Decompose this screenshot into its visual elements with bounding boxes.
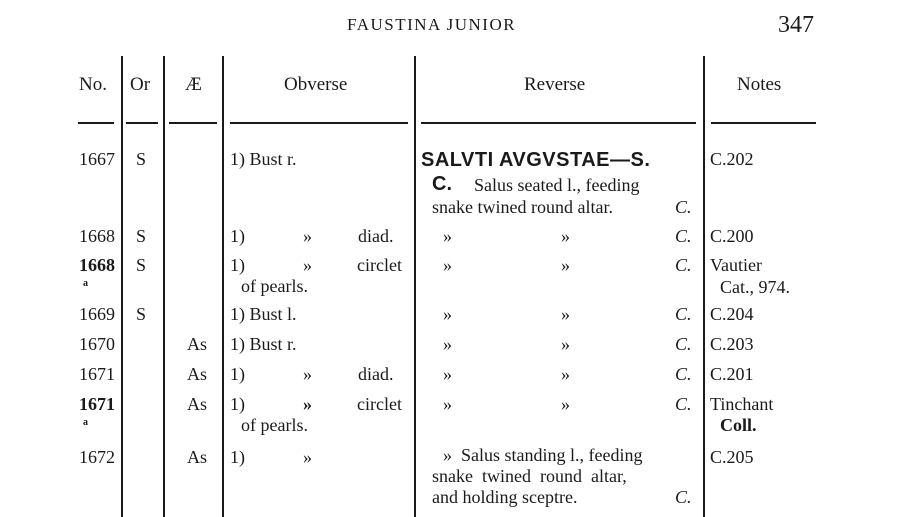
column-rule (121, 56, 123, 517)
row-ae: As (187, 394, 208, 414)
header-underline (421, 122, 696, 124)
row-note: C.204 (710, 304, 754, 324)
page-number: 347 (778, 12, 814, 38)
reverse-legend: SALVTI AVGVSTAE—S. (421, 149, 651, 171)
header-underline (711, 122, 816, 124)
ditto-mark: » (303, 255, 312, 275)
header-obverse: Obverse (284, 74, 348, 95)
ditto-mark: » (561, 394, 570, 414)
row-obverse-cont: of pearls. (241, 415, 308, 435)
ditto-mark: » (443, 255, 452, 275)
row-ae: As (187, 334, 208, 354)
reverse-officina: C. (675, 255, 692, 275)
row-obverse: 1) (230, 364, 245, 384)
row-note: C.200 (710, 226, 754, 246)
ditto-mark: » (443, 334, 452, 354)
reverse-description-cont: snake twined round altar. (432, 197, 613, 217)
row-note: C.205 (710, 447, 754, 467)
ditto-mark: » (443, 364, 452, 384)
reverse-legend-cont: C. (432, 173, 452, 195)
row-note-cont: Coll. (720, 415, 757, 435)
row-note: C.203 (710, 334, 754, 354)
reverse-description: Salus seated l., feeding (474, 175, 640, 195)
row-obverse-cont: of pearls. (241, 276, 308, 296)
reverse-description: » Salus standing l., feeding (443, 445, 643, 465)
ditto-mark: » (443, 226, 452, 246)
row-obverse-detail: diad. (358, 226, 394, 246)
row-number-suffix: a (83, 417, 88, 428)
ditto-mark: » (303, 447, 312, 467)
column-rule (703, 56, 705, 517)
row-note: C.202 (710, 149, 754, 169)
row-number: 1669 (79, 304, 115, 324)
row-number: 1668 (79, 255, 115, 275)
ditto-mark: » (561, 334, 570, 354)
header-no: No. (79, 74, 107, 95)
running-head: FAUSTINA JUNIOR (347, 15, 517, 34)
header-ae: Æ (185, 74, 202, 95)
reverse-officina: C. (675, 334, 692, 354)
row-obverse: 1) (230, 447, 245, 467)
header-underline (126, 122, 158, 124)
reverse-officina: C. (675, 487, 692, 507)
row-obverse-detail: circlet (357, 255, 402, 275)
row-obverse: 1) Bust l. (230, 304, 297, 324)
reverse-description-cont: and holding sceptre. (432, 487, 578, 507)
header-or: Or (130, 74, 151, 95)
row-obverse: 1) Bust r. (230, 334, 297, 354)
row-ae: As (187, 364, 208, 384)
row-number: 1668 (79, 226, 115, 246)
reverse-officina: C. (675, 304, 692, 324)
row-number: 1672 (79, 447, 115, 467)
row-or: S (136, 304, 147, 324)
row-note: C.201 (710, 364, 754, 384)
header-underline (78, 122, 114, 124)
ditto-mark: » (303, 394, 312, 414)
header-underline (230, 122, 408, 124)
row-obverse: 1) (230, 226, 245, 246)
ditto-mark: » (303, 364, 312, 384)
ditto-mark: » (561, 304, 570, 324)
header-reverse: Reverse (524, 74, 586, 95)
ditto-mark: » (303, 226, 312, 246)
row-number-suffix: a (83, 278, 88, 289)
row-obverse: 1) (230, 255, 245, 275)
row-obverse-detail: circlet (357, 394, 402, 414)
column-rule (414, 56, 416, 517)
reverse-officina: C. (675, 197, 692, 217)
row-note-cont: Cat., 974. (720, 277, 790, 297)
ditto-mark: » (443, 394, 452, 414)
row-obverse-detail: diad. (358, 364, 394, 384)
reverse-officina: C. (675, 394, 692, 414)
ditto-mark: » (561, 255, 570, 275)
ditto-mark: » (443, 304, 452, 324)
row-or: S (136, 255, 147, 275)
row-ae: As (187, 447, 208, 467)
row-note: Tinchant (710, 394, 774, 414)
header-notes: Notes (737, 74, 782, 95)
reverse-officina: C. (675, 226, 692, 246)
row-obverse: 1) (230, 394, 245, 414)
row-note: Vautier (710, 255, 762, 275)
row-number: 1671 (79, 364, 115, 384)
column-rule (163, 56, 165, 517)
row-or: S (136, 226, 147, 246)
row-number: 1670 (79, 334, 115, 354)
row-number: 1671 (79, 394, 115, 414)
row-obverse: 1) Bust r. (230, 149, 297, 169)
ditto-mark: » (561, 226, 570, 246)
row-or: S (136, 149, 147, 169)
column-rule (222, 56, 224, 517)
reverse-description-cont: snake twined round altar, (432, 466, 627, 486)
header-underline (169, 122, 217, 124)
ditto-mark: » (561, 364, 570, 384)
row-number: 1667 (79, 149, 115, 169)
reverse-officina: C. (675, 364, 692, 384)
